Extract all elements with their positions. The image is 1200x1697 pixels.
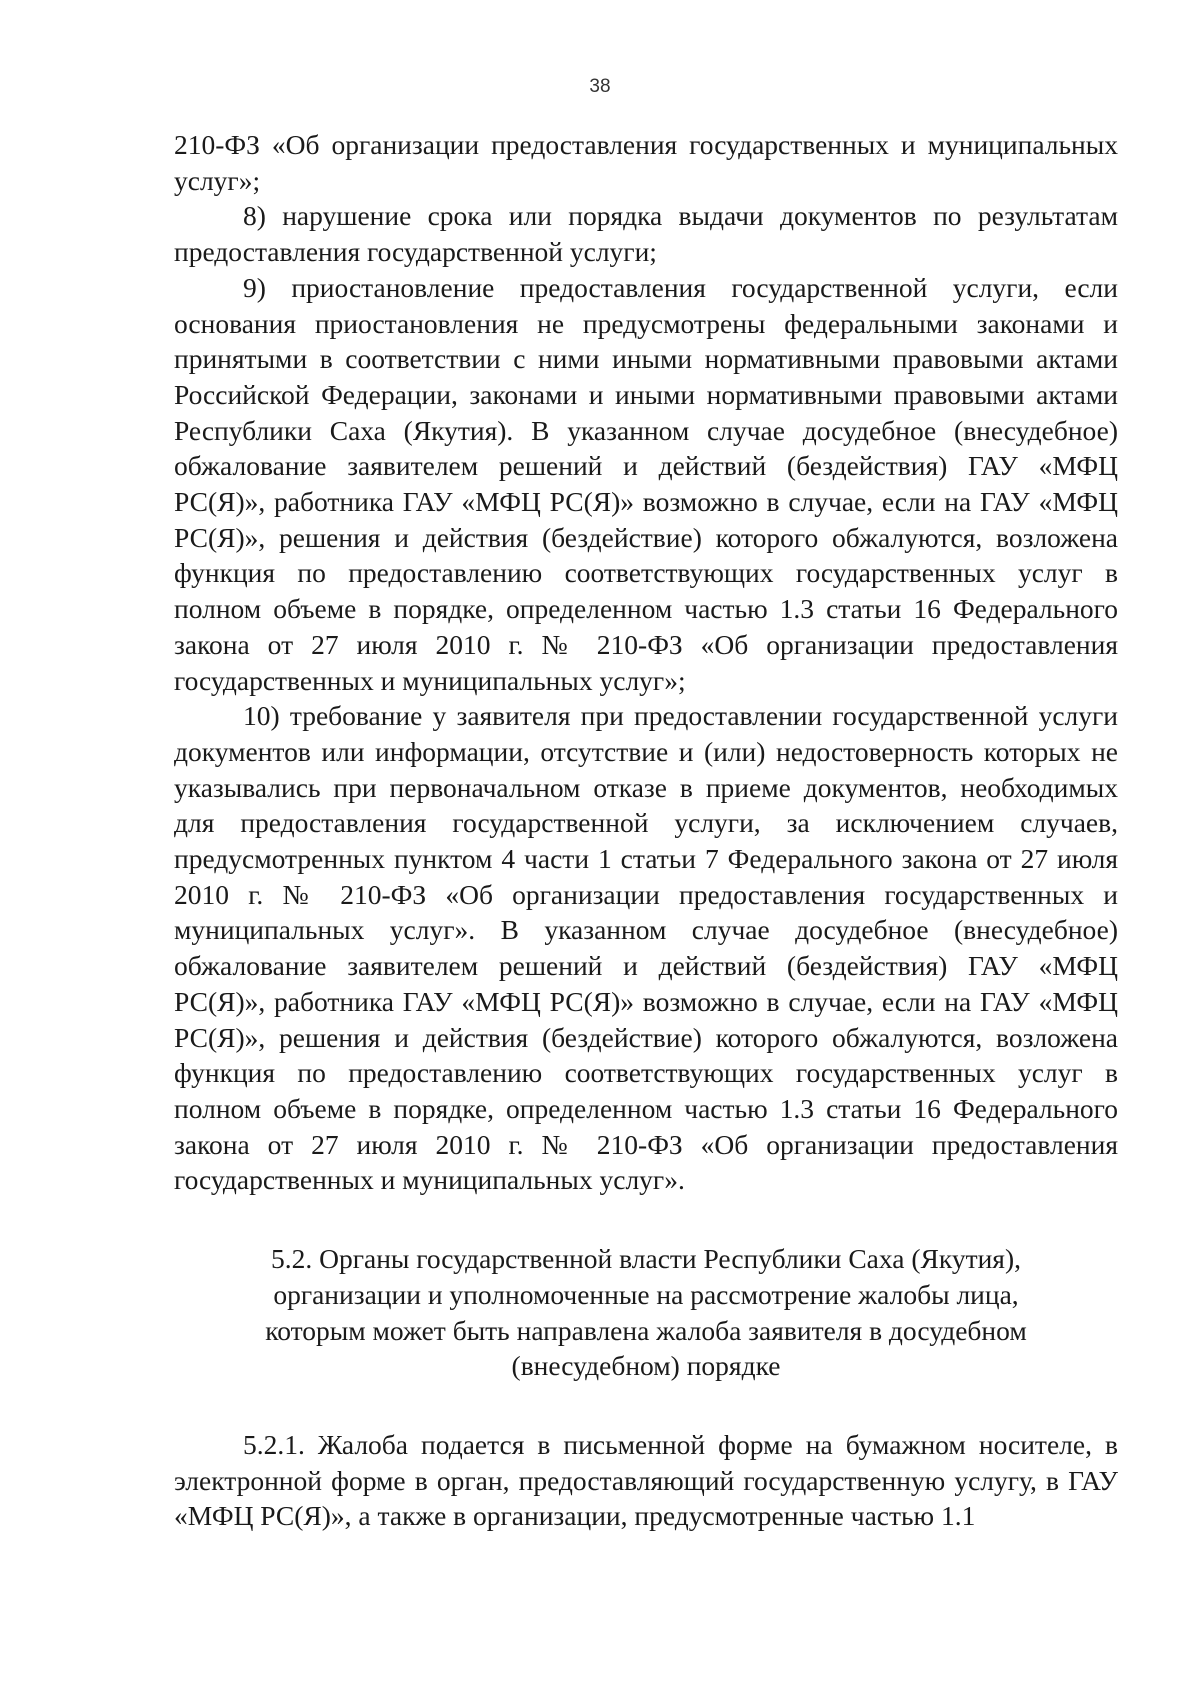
section-heading: 5.2. Органы государственной власти Республики Саха (Якутия), организации и уполномоченные на рассмотрение жалобы лица, которым может быть направлена жалоба заявителя в досудебном (внесудебном) порядке [265,1243,1027,1382]
document-body [174,127,1118,1534]
paragraph-continuation: 210-ФЗ «Об организации предоставления государственных и муниципальных услуг»; [174,129,1118,196]
paragraph-item-10: 10) требование у заявителя при предоставлении государственной услуги документов или информации, отсутствие и (или) недостоверность которых не указывались при первоначальном отказе в приеме документов, необходимых для предоставления государственной услуги, за исключением случаев, предусмотренных пунктом 4 части 1 статьи 7 Федерального закона от 27 июля 2010 г. № 210-ФЗ «Об организации предоставления государственных и муниципальных услуг». В указанном случае досудебное (внесудебное) обжалование заявителем решений и действий (бездействия) ГАУ «МФЦ РС(Я)», работника ГАУ «МФЦ РС(Я)» возможно в случае, если на ГАУ «МФЦ РС(Я)», решения и действия (бездействие) которого обжалуются, возложена функция по предоставлению соответствующих государственных услуг в полном объеме в порядке, определенном частью 1.3 статьи 16 Федерального закона от 27 июля 2010 г. № 210-ФЗ «Об организации предоставления государственных и муниципальных услуг». [174,700,1118,1196]
paragraph-item-9: 9) приостановление предоставления государственной услуги, если основания приостановления не предусмотрены федеральными законами и принятыми в соответствии с ними иными нормативными правовыми актами Российской Федерации, законами и иными нормативными правовыми актами Республики Саха (Якутия). В указанном случае досудебное (внесудебное) обжалование заявителем решений и действий (бездействия) ГАУ «МФЦ РС(Я)», работника ГАУ «МФЦ РС(Я)» возможно в случае, если на ГАУ «МФЦ РС(Я)», решения и действия (бездействие) которого обжалуются, возложена функция по предоставлению соответствующих государственных услуг в полном объеме в порядке, определенном частью 1.3 статьи 16 Федерального закона от 27 июля 2010 г. № 210-ФЗ «Об организации предоставления государственных и муниципальных услуг»; [174,271,1118,696]
paragraph-5-2-1: 5.2.1. Жалоба подается в письменной форме на бумажном носителе, в электронной форме в орган, предоставляющий государственную услугу, в ГАУ «МФЦ РС(Я)», а также в организации, предусмотренные частью 1.1 [174,1428,1118,1532]
paragraph-item-8: 8) нарушение срока или порядка выдачи документов по результатам предоставления государственной услуги; [174,200,1118,268]
page-number: 38 [589,76,611,97]
